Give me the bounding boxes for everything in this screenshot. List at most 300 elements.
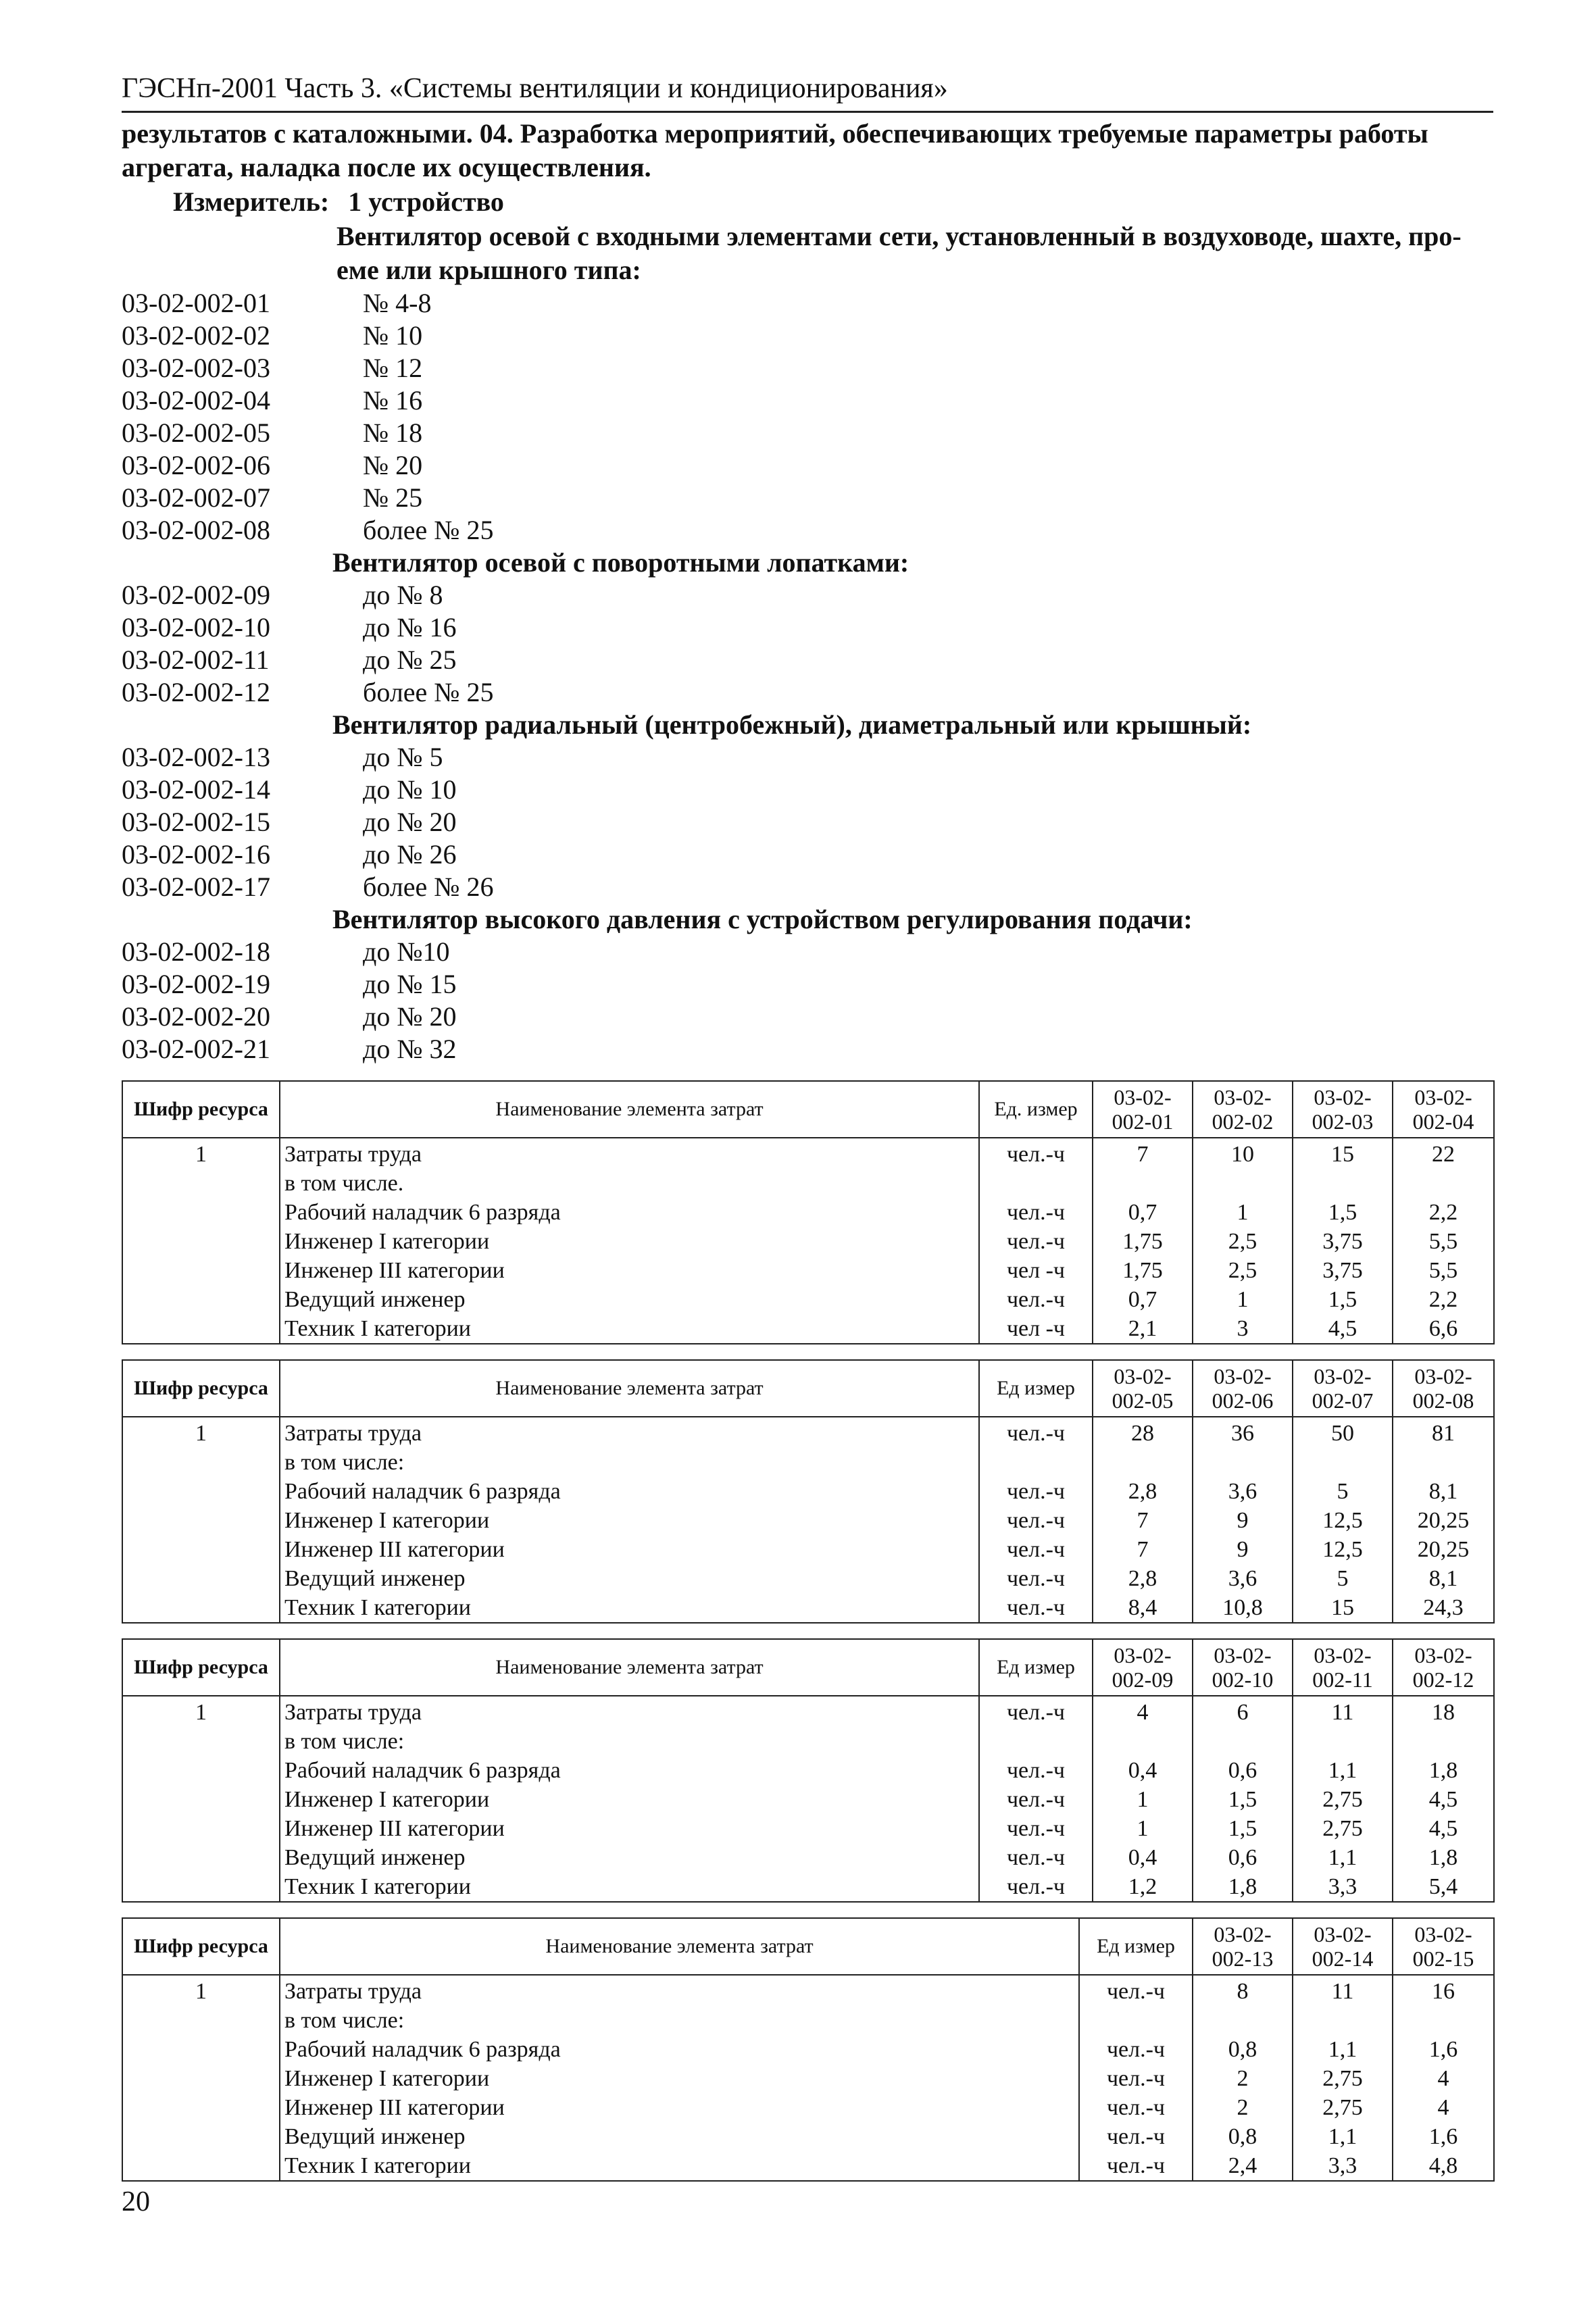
cell-cipher: [122, 1169, 280, 1198]
code-list-4: [122, 936, 1493, 1065]
norm-code: 03-02-002-16: [122, 839, 270, 870]
page-header: ГЭСНп-2001 Часть 3. «Системы вентиляции и кондиционирования»: [122, 68, 1493, 113]
cell-value: 10: [1193, 1138, 1293, 1169]
cell-value: 4,5: [1393, 1814, 1494, 1843]
cell-cipher: [122, 1477, 280, 1506]
cell-value: 2,75: [1293, 2064, 1393, 2093]
header-code: [1393, 1639, 1494, 1696]
header-code-line: 03-02-: [1314, 1922, 1372, 1946]
header-code-line: 03-02-: [1314, 1085, 1372, 1109]
cell-value: 2,2: [1393, 1198, 1494, 1227]
cell-cipher: [122, 1872, 280, 1902]
cell-cipher: [122, 1535, 280, 1564]
table-row: [122, 1843, 1494, 1872]
header-code-line: 002-13: [1212, 1946, 1274, 1971]
cell-value: 1,5: [1293, 1285, 1393, 1314]
norm-code: 03-02-002-19: [122, 969, 270, 999]
list-item: [122, 384, 1493, 417]
header-unit: Ед измер: [979, 1360, 1093, 1417]
list-item: [122, 838, 1493, 871]
cell-value: 0,7: [1093, 1198, 1193, 1227]
header-code: [1193, 1081, 1293, 1138]
cell-unit: [979, 1727, 1093, 1756]
header-code-line: 002-06: [1212, 1388, 1274, 1413]
cell-value: 0,6: [1193, 1843, 1293, 1872]
cell-value: 1,8: [1193, 1872, 1293, 1902]
cell-unit: чел.-ч: [979, 1593, 1093, 1623]
norm-code: 03-02-002-17: [122, 872, 270, 902]
cell-value: 3,6: [1193, 1564, 1293, 1593]
header-code-line: 03-02-: [1414, 1364, 1472, 1388]
header-code: [1293, 1639, 1393, 1696]
page-number: 20: [122, 2186, 150, 2217]
cell-value: 8,1: [1393, 1564, 1494, 1593]
cell-value: 1,1: [1293, 1843, 1393, 1872]
table-row: [122, 1198, 1494, 1227]
header-cipher: Шифр ресурса: [122, 1360, 280, 1417]
cell-unit: чел.-ч: [979, 1477, 1093, 1506]
cell-cipher: [122, 1814, 280, 1843]
table-row: [122, 1256, 1494, 1285]
cell-value: 2,1: [1093, 1314, 1193, 1344]
header-code-line: 03-02-: [1414, 1922, 1472, 1946]
cell-value: 6,6: [1393, 1314, 1494, 1344]
header-code: [1293, 1081, 1393, 1138]
cell-value: 0,4: [1093, 1843, 1193, 1872]
cell-cipher: [122, 1506, 280, 1535]
cell-name: Техник I категории: [280, 1872, 979, 1902]
table-row: [122, 1785, 1494, 1814]
norm-code: 03-02-002-13: [122, 742, 270, 772]
list-item: [122, 1001, 1493, 1033]
cell-value: 4: [1393, 2093, 1494, 2122]
cell-name: Рабочий наладчик 6 разряда: [280, 1756, 979, 1785]
norm-code: 03-02-002-11: [122, 645, 270, 675]
cell-value: 4: [1093, 1696, 1193, 1727]
cell-value: [1193, 1727, 1293, 1756]
cell-value: 7: [1093, 1535, 1193, 1564]
cell-unit: чел.-ч: [979, 1535, 1093, 1564]
norm-size: до № 25: [363, 645, 457, 675]
resource-table: [122, 1080, 1495, 1344]
cell-value: 9: [1193, 1535, 1293, 1564]
cell-value: 2,4: [1193, 2151, 1293, 2181]
norm-code: 03-02-002-02: [122, 320, 270, 351]
cell-unit: чел.-ч: [1079, 2151, 1193, 2181]
cell-value: 24,3: [1393, 1593, 1494, 1623]
group-title-4: Вентилятор высокого давления с устройством регулирования подачи:: [332, 904, 1193, 934]
header-code: [1193, 1639, 1293, 1696]
cell-value: 5: [1293, 1564, 1393, 1593]
cell-unit: чел.-ч: [979, 1814, 1093, 1843]
header-code: [1293, 1918, 1393, 1975]
cell-value: 2,75: [1293, 1814, 1393, 1843]
cell-cipher: 1: [122, 1696, 280, 1727]
cell-value: [1293, 2006, 1393, 2035]
header-code-line: 03-02-: [1414, 1643, 1472, 1667]
header-code-line: 03-02-: [1314, 1643, 1372, 1667]
cell-unit: чел.-ч: [979, 1843, 1093, 1872]
cell-name: Инженер III категории: [280, 2093, 1079, 2122]
list-item: [122, 1033, 1493, 1065]
list-item: [122, 482, 1493, 514]
cell-value: 1,8: [1393, 1756, 1494, 1785]
norm-size: до № 5: [363, 742, 443, 772]
header-unit: Ед. измер: [979, 1081, 1093, 1138]
group-title-1-cont: еме или крышного типа:: [336, 255, 641, 285]
list-item: [122, 514, 1493, 547]
header-code: [1093, 1639, 1193, 1696]
table-row: [122, 1138, 1494, 1169]
cell-value: 4,8: [1393, 2151, 1494, 2181]
cell-value: 0,8: [1193, 2035, 1293, 2064]
resource-table: [122, 1917, 1495, 2182]
norm-code: 03-02-002-01: [122, 288, 270, 318]
cell-name: Инженер I категории: [280, 1506, 979, 1535]
cell-value: 8: [1193, 1975, 1293, 2006]
group-title-2: Вентилятор осевой с поворотными лопатками:: [332, 547, 909, 578]
header-name: Наименование элемента затрат: [280, 1918, 1079, 1975]
cell-value: 1: [1093, 1785, 1193, 1814]
cell-value: 1: [1093, 1814, 1193, 1843]
norm-size: № 25: [363, 482, 423, 513]
code-list-3: [122, 741, 1493, 903]
cell-value: 1: [1193, 1198, 1293, 1227]
cell-value: 11: [1293, 1696, 1393, 1727]
cell-cipher: [122, 1727, 280, 1756]
list-item: [122, 644, 1493, 676]
list-item: [122, 352, 1493, 384]
norm-code: 03-02-002-15: [122, 807, 270, 837]
cell-value: [1093, 1727, 1193, 1756]
cell-value: 2,75: [1293, 1785, 1393, 1814]
norm-size: до № 26: [363, 839, 457, 870]
table-row: [122, 1169, 1494, 1198]
table-row: [122, 1593, 1494, 1623]
cell-value: 12,5: [1293, 1535, 1393, 1564]
table-row: [122, 1975, 1494, 2006]
cell-value: 3: [1193, 1314, 1293, 1344]
cell-value: 1,75: [1093, 1227, 1193, 1256]
table-row: [122, 1756, 1494, 1785]
cell-value: 2: [1193, 2093, 1293, 2122]
header-cipher: Шифр ресурса: [122, 1639, 280, 1696]
cell-name: Ведущий инженер: [280, 1843, 979, 1872]
cell-value: 1,1: [1293, 2035, 1393, 2064]
table-row: [122, 1506, 1494, 1535]
cell-unit: чел.-ч: [1079, 2093, 1193, 2122]
cell-cipher: [122, 2035, 280, 2064]
list-item: [122, 936, 1493, 968]
header-code-line: 002-04: [1412, 1109, 1474, 1134]
cell-cipher: [122, 1756, 280, 1785]
norm-size: № 4-8: [363, 288, 432, 318]
cell-name: Затраты труда: [280, 1138, 979, 1169]
cell-unit: чел.-ч: [979, 1285, 1093, 1314]
list-item: [122, 871, 1493, 903]
header-code-line: 002-09: [1112, 1667, 1174, 1692]
list-item: [122, 417, 1493, 449]
table-header-row: [122, 1639, 1494, 1696]
header-code: [1393, 1918, 1494, 1975]
cell-name: Ведущий инженер: [280, 1285, 979, 1314]
table-row: [122, 1564, 1494, 1593]
cell-value: 7: [1093, 1506, 1193, 1535]
cell-cipher: [122, 1564, 280, 1593]
cell-name: Техник I категории: [280, 1593, 979, 1623]
norm-code: 03-02-002-08: [122, 515, 270, 545]
table-row: [122, 1535, 1494, 1564]
cell-value: 4,5: [1293, 1314, 1393, 1344]
header-code-line: 03-02-: [1114, 1085, 1172, 1109]
cell-cipher: [122, 2151, 280, 2181]
table-row: [122, 2151, 1494, 2181]
header-code-line: 03-02-: [1214, 1922, 1272, 1946]
norm-size: № 10: [363, 320, 423, 351]
cell-value: [1393, 1448, 1494, 1477]
cell-unit: чел.-ч: [979, 1417, 1093, 1448]
cell-unit: чел.-ч: [1079, 2064, 1193, 2093]
header-code-line: 03-02-: [1214, 1085, 1272, 1109]
measure-label: Измеритель:: [173, 186, 330, 217]
cell-value: 20,25: [1393, 1506, 1494, 1535]
header-code: [1093, 1081, 1193, 1138]
header-code-line: 002-02: [1212, 1109, 1274, 1134]
cell-value: [1193, 2006, 1293, 2035]
norm-size: до № 16: [363, 612, 457, 643]
table-row: [122, 1285, 1494, 1314]
cell-value: 4: [1393, 2064, 1494, 2093]
resource-tables: [122, 1080, 1493, 2182]
cell-unit: чел.-ч: [1079, 2122, 1193, 2151]
list-item: [122, 579, 1493, 611]
cell-value: [1193, 1169, 1293, 1198]
norm-code: 03-02-002-12: [122, 677, 270, 707]
cell-value: [1093, 1169, 1193, 1198]
list-item: [122, 774, 1493, 806]
cell-unit: чел -ч: [979, 1314, 1093, 1344]
cell-value: 22: [1393, 1138, 1494, 1169]
norm-size: до № 8: [363, 580, 443, 610]
cell-unit: чел.-ч: [979, 1138, 1093, 1169]
cell-unit: чел.-ч: [979, 1696, 1093, 1727]
cell-value: [1393, 1727, 1494, 1756]
cell-name: Инженер I категории: [280, 1227, 979, 1256]
cell-name: Затраты труда: [280, 1417, 979, 1448]
table-row: [122, 1417, 1494, 1448]
list-item: [122, 676, 1493, 709]
cell-value: 5,5: [1393, 1227, 1494, 1256]
table-row: [122, 1727, 1494, 1756]
header-name: Наименование элемента затрат: [280, 1639, 979, 1696]
cell-value: 1,6: [1393, 2035, 1494, 2064]
table-header-row: [122, 1360, 1494, 1417]
cell-cipher: [122, 1843, 280, 1872]
cell-cipher: [122, 1314, 280, 1344]
norm-code: 03-02-002-14: [122, 774, 270, 805]
header-code: [1093, 1360, 1193, 1417]
cell-value: 36: [1193, 1417, 1293, 1448]
cell-value: 10,8: [1193, 1593, 1293, 1623]
cell-unit: чел.-ч: [979, 1198, 1093, 1227]
cell-value: [1393, 1169, 1494, 1198]
header-code-line: 002-08: [1412, 1388, 1474, 1413]
list-item: [122, 968, 1493, 1001]
table-row: [122, 1872, 1494, 1902]
cell-value: 0,8: [1193, 2122, 1293, 2151]
cell-value: [1393, 2006, 1494, 2035]
header-code-line: 03-02-: [1214, 1643, 1272, 1667]
cell-cipher: [122, 1285, 280, 1314]
cell-value: [1093, 1448, 1193, 1477]
cell-value: 2,5: [1193, 1256, 1293, 1285]
norm-size: № 16: [363, 385, 423, 416]
cell-value: 5,5: [1393, 1256, 1494, 1285]
table-row: [122, 1814, 1494, 1843]
cell-name: Инженер I категории: [280, 1785, 979, 1814]
header-code-line: 002-11: [1312, 1667, 1373, 1692]
cell-value: 3,75: [1293, 1227, 1393, 1256]
cell-cipher: [122, 1593, 280, 1623]
table-header-row: [122, 1081, 1494, 1138]
code-list-1: [122, 287, 1493, 547]
table-row: [122, 2006, 1494, 2035]
cell-value: 18: [1393, 1696, 1494, 1727]
header-code: [1193, 1360, 1293, 1417]
cell-value: [1293, 1727, 1393, 1756]
list-item: [122, 287, 1493, 320]
header-code-line: 03-02-: [1314, 1364, 1372, 1388]
table-row: [122, 1227, 1494, 1256]
cell-value: 1,2: [1093, 1872, 1193, 1902]
norm-code: 03-02-002-21: [122, 1034, 270, 1064]
cell-value: [1293, 1448, 1393, 1477]
norm-code: 03-02-002-10: [122, 612, 270, 643]
norm-size: до № 32: [363, 1034, 457, 1064]
header-code: [1193, 1918, 1293, 1975]
cell-value: 3,75: [1293, 1256, 1393, 1285]
list-item: [122, 449, 1493, 482]
norm-size: № 18: [363, 418, 423, 448]
cell-cipher: 1: [122, 1417, 280, 1448]
cell-value: 1,5: [1193, 1814, 1293, 1843]
cell-value: 11: [1293, 1975, 1393, 2006]
cell-name: Техник I категории: [280, 2151, 1079, 2181]
cell-value: 2,8: [1093, 1564, 1193, 1593]
cell-cipher: [122, 1256, 280, 1285]
cell-value: 5: [1293, 1477, 1393, 1506]
measure-unit: 1 устройство: [348, 186, 504, 217]
norm-code: 03-02-002-20: [122, 1001, 270, 1032]
cell-value: 6: [1193, 1696, 1293, 1727]
norm-size: до №10: [363, 936, 450, 967]
header-code: [1293, 1360, 1393, 1417]
cell-cipher: [122, 2122, 280, 2151]
group-title-1: Вентилятор осевой с входными элементами сети, установленный в воздуховоде, шахте, про-: [336, 221, 1462, 251]
cell-name: Ведущий инженер: [280, 2122, 1079, 2151]
cell-name: в том числе:: [280, 2006, 1079, 2035]
cell-unit: [979, 1169, 1093, 1198]
norm-code: 03-02-002-09: [122, 580, 270, 610]
cell-value: 8,1: [1393, 1477, 1494, 1506]
cell-unit: [1079, 2006, 1193, 2035]
cell-name: Инженер I категории: [280, 2064, 1079, 2093]
cell-value: 81: [1393, 1417, 1494, 1448]
header-code-line: 002-10: [1212, 1667, 1274, 1692]
cell-value: 2,75: [1293, 2093, 1393, 2122]
code-list-2: [122, 579, 1493, 709]
cell-cipher: 1: [122, 1975, 280, 2006]
cell-value: 0,7: [1093, 1285, 1193, 1314]
header-cipher: Шифр ресурса: [122, 1081, 280, 1138]
cell-value: 20,25: [1393, 1535, 1494, 1564]
cell-value: 1,1: [1293, 1756, 1393, 1785]
cell-value: 2,2: [1393, 1285, 1494, 1314]
header-code-line: 002-14: [1312, 1946, 1374, 1971]
cell-value: 3,3: [1293, 1872, 1393, 1902]
header-code-line: 03-02-: [1114, 1364, 1172, 1388]
table-header-row: [122, 1918, 1494, 1975]
cell-unit: чел -ч: [979, 1256, 1093, 1285]
cell-value: 2,8: [1093, 1477, 1193, 1506]
cell-cipher: 1: [122, 1138, 280, 1169]
header-code-line: 03-02-: [1414, 1085, 1472, 1109]
cell-name: в том числе:: [280, 1448, 979, 1477]
norm-size: № 20: [363, 450, 423, 480]
resource-table: [122, 1359, 1495, 1624]
list-item: [122, 741, 1493, 774]
table-row: [122, 2064, 1494, 2093]
cell-name: Рабочий наладчик 6 разряда: [280, 1477, 979, 1506]
cell-value: 2,5: [1193, 1227, 1293, 1256]
cell-cipher: [122, 1227, 280, 1256]
cell-value: 1,6: [1393, 2122, 1494, 2151]
table-row: [122, 1477, 1494, 1506]
cell-name: Ведущий инженер: [280, 1564, 979, 1593]
cell-name: Затраты труда: [280, 1696, 979, 1727]
header-code-line: 002-05: [1112, 1388, 1174, 1413]
norm-size: более № 25: [363, 515, 494, 545]
cell-value: 8,4: [1093, 1593, 1193, 1623]
norm-code: 03-02-002-03: [122, 353, 270, 383]
norm-code: 03-02-002-07: [122, 482, 270, 513]
cell-name: Рабочий наладчик 6 разряда: [280, 2035, 1079, 2064]
list-item: [122, 806, 1493, 838]
cell-value: [1293, 1169, 1393, 1198]
document-page: [122, 68, 1493, 2182]
norm-size: до № 20: [363, 1001, 457, 1032]
norm-size: № 12: [363, 353, 423, 383]
header-code-line: 002-07: [1312, 1388, 1374, 1413]
header-unit: Ед измер: [1079, 1918, 1193, 1975]
group-title-3: Вентилятор радиальный (центробежный), диаметральный или крышный:: [332, 709, 1252, 740]
cell-name: Затраты труда: [280, 1975, 1079, 2006]
norm-size: до № 20: [363, 807, 457, 837]
cell-name: Инженер III категории: [280, 1256, 979, 1285]
norm-size: более № 26: [363, 872, 494, 902]
cell-unit: чел.-ч: [1079, 1975, 1193, 2006]
cell-value: 7: [1093, 1138, 1193, 1169]
cell-cipher: [122, 1785, 280, 1814]
table-row: [122, 2122, 1494, 2151]
cell-value: 0,4: [1093, 1756, 1193, 1785]
cell-value: 3,6: [1193, 1477, 1293, 1506]
cell-cipher: [122, 2064, 280, 2093]
list-item: [122, 611, 1493, 644]
cell-value: [1193, 1448, 1293, 1477]
norm-size: более № 25: [363, 677, 494, 707]
cell-cipher: [122, 2093, 280, 2122]
